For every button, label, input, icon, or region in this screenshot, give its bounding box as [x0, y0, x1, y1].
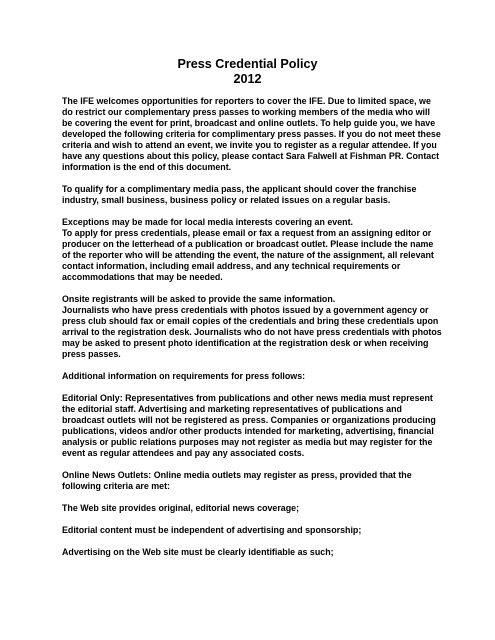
paragraph-editorial-only: Editorial Only: Representatives from publications and other news media must represent the editorial staff. Advertising and marketing representatives of publications and broadcast outlets will not be registered as press. Companies or organizations producing publications, videos and/or other products intended for marketing, advertising, financial analysis or public relations purposes may not register as media but may register for the event as regular attendees and pay any associated costs. [62, 393, 436, 458]
paragraph-qualify: To qualify for a complimentary media pass, the applicant should cover the franchise industry, small business, business policy or related issues on a regular basis. [62, 184, 417, 205]
paragraph-criterion-independent: Editorial content must be independent of advertising and sponsorship; [62, 525, 362, 535]
document-body [62, 96, 442, 569]
paragraph-journalists: Journalists who have press credentials with photos issued by a government agency or press club should fax or email copies of the credentials and bring these credentials upon arrival to the registration desk. Journalists who do not have press credentials with photos may be asked to present photo identification at the registration desk or when receiving press passes. [62, 305, 442, 359]
paragraph-criterion-original: The Web site provides original, editorial news coverage; [62, 503, 300, 513]
paragraph-criterion-advertising: Advertising on the Web site must be clearly identifiable as such; [62, 547, 334, 557]
document-title: Press Credential Policy [177, 57, 318, 71]
paragraph-onsite: Onsite registrants will be asked to provide the same information. [62, 294, 336, 304]
paragraph-additional: Additional information on requirements for press follows: [62, 371, 306, 381]
document-year: 2012 [233, 72, 262, 86]
paragraph-online-outlets: Online News Outlets: Online media outlets may register as press, provided that the following criteria are met: [62, 470, 412, 491]
paragraph-apply: To apply for press credentials, please email or fax a request from an assigning editor or producer on the letterhead of a publication or broadcast outlet. Please include the name of the reporter who will be attending the event, the nature of the assignment, all relevant contact information, including email address, and any technical requirements or accommodations that may be needed. [62, 228, 434, 282]
paragraph-exceptions: Exceptions may be made for local media interests covering an event. [62, 217, 354, 227]
paragraph-intro: The IFE welcomes opportunities for reporters to cover the IFE. Due to limited space, we do restrict our complementary press passes to working members of the media who will be covering the event for print, broadcast and online outlets. To help guide you, we have developed the following criteria for complimentary press passes. If you do not meet these criteria and wish to attend an event, we invite you to register as a regular attendee. If you have any questions about this policy, please contact Sara Falwell at Fishman PR. Contact information is the end of this document. [62, 96, 441, 172]
title-block [0, 57, 495, 87]
